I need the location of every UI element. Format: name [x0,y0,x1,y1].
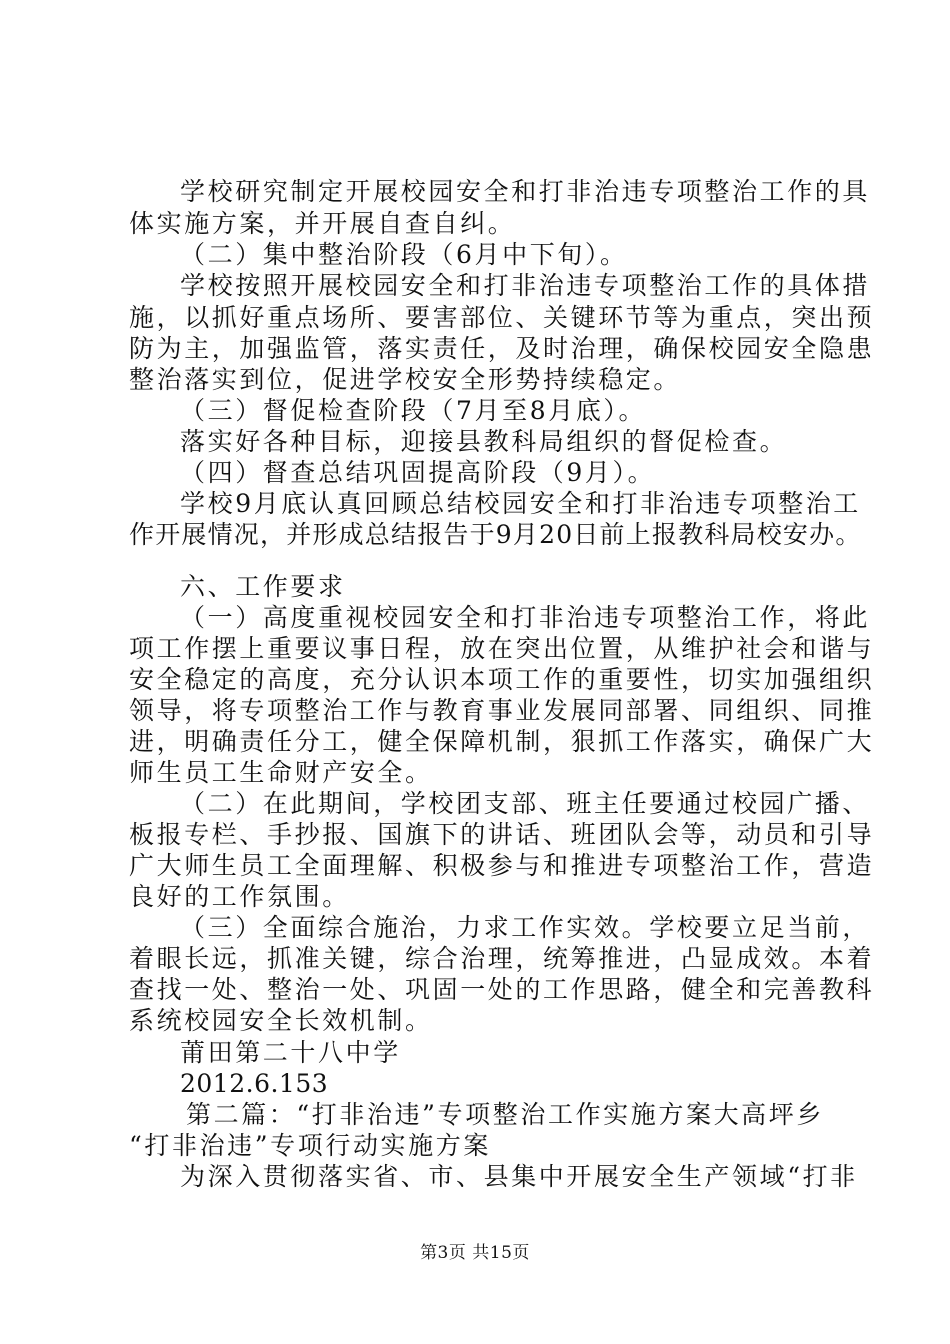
section-title: 第二篇：“打非治违”专项整治工作实施方案大高坪乡 [186,1100,824,1129]
text-line: （二）在此期间，学校团支部、班主任要通过校园广播、 [180,789,871,818]
text-line: 板报专栏、手抄报、国旗下的讲话、班团队会等，动员和引导 [129,820,875,849]
text-line: （二）集中整治阶段（6月中下旬）。 [180,240,628,269]
text-line: 体实施方案，并开展自查自纠。 [129,209,516,238]
text-line: 良好的工作氛围。 [129,882,350,911]
text-line: 师生员工生命财产安全。 [129,758,433,787]
text-line: 防为主，加强监管，落实责任，及时治理，确保校园安全隐患 [129,334,875,363]
section-title-continued: “打非治违”专项行动实施方案 [129,1131,491,1160]
text-line: （四）督查总结巩固提高阶段（9月）。 [180,458,656,487]
text-line: 查找一处、整治一处、巩固一处的工作思路，健全和完善教科 [129,975,875,1004]
text-line: （三）督促检查阶段（7月至8月底）。 [180,396,647,425]
text-line: 系统校园安全长效机制。 [129,1006,433,1035]
text-line: 落实好各种目标，迎接县教科局组织的督促检查。 [180,427,788,456]
text-line: 领导，将专项整治工作与教育事业发展同部署、同组织、同推 [129,696,875,725]
section-heading: 六、工作要求 [180,572,346,601]
text-line: 施，以抓好重点场所、要害部位、关键环节等为重点，突出预 [129,303,875,332]
text-line: 学校研究制定开展校园安全和打非治违专项整治工作的具 [180,177,871,206]
text-line: 进，明确责任分工，健全保障机制，狠抓工作落实，确保广大 [129,727,875,756]
text-line: （一）高度重视校园安全和打非治违专项整治工作，将此 [180,603,871,632]
signature-date: 2012.6.153 [180,1069,329,1098]
text-line: （三）全面综合施治，力求工作实效。学校要立足当前， [180,913,871,942]
text-line: 学校9月底认真回顾总结校园安全和打非治违专项整治工 [180,489,861,518]
signature-org: 莆田第二十八中学 [180,1038,401,1067]
page-number: 第3页 共15页 [420,1243,530,1263]
text-line: 作开展情况，并形成总结报告于9月20日前上报教科局校安办。 [129,520,862,549]
text-line: 项工作摆上重要议事日程，放在突出位置，从维护社会和谐与 [129,634,875,663]
text-line: 广大师生员工全面理解、积极参与和推进专项整治工作，营造 [129,851,875,880]
text-line: 学校按照开展校园安全和打非治违专项整治工作的具体措 [180,271,871,300]
text-line: 着眼长远，抓准关键，综合治理，统筹推进，凸显成效。本着 [129,944,875,973]
text-line: 为深入贯彻落实省、市、县集中开展安全生产领域“打非 [180,1162,858,1191]
text-line: 安全稳定的高度，充分认识本项工作的重要性，切实加强组织 [129,665,875,694]
text-line: 整治落实到位，促进学校安全形势持续稳定。 [129,365,682,394]
